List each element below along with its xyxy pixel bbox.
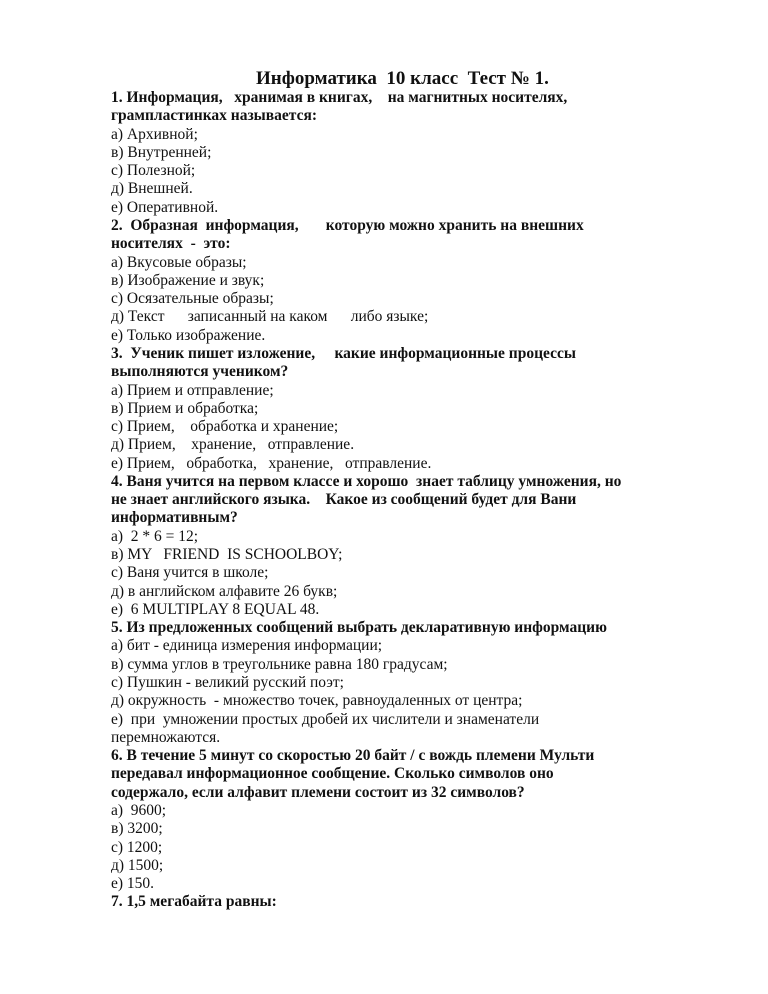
answer-option: с) Ваня учится в школе; [111, 564, 269, 582]
answer-option: в) MY FRIEND IS SCHOOLBOY; [111, 546, 343, 563]
answer-option: а) Вкусовые образы; [111, 253, 247, 271]
answer-option: а) бит - единица измерения информации; [111, 637, 383, 655]
question-text: грампластинках называется: [111, 107, 318, 125]
answer-option: в) Внутренней; [111, 143, 212, 161]
answer-option: с) 1200; [111, 838, 163, 856]
answer-option: е) 150. [111, 875, 155, 892]
answer-option: д) Текст записанный на каком либо языке; [111, 308, 429, 326]
answer-option: перемножаются. [111, 728, 221, 746]
answer-option: д) Внешней. [111, 180, 193, 198]
answer-option: а) Прием и отправление; [111, 381, 274, 399]
question-text: содержало, если алфавит племени состоит из 32 символов? [111, 783, 525, 801]
answer-option: с) Пушкин - великий русский поэт; [111, 674, 344, 691]
answer-option: е) Оперативной. [111, 198, 219, 216]
answer-option: е) при умножении простых дробей их числители и знаменатели [111, 710, 540, 728]
question-text: не знает английского языка. Какое из сообщений будет для Вани [111, 491, 577, 509]
answer-option: с) Осязательные образы; [111, 290, 274, 308]
answer-option: е) Только изображение. [111, 326, 266, 344]
question-text: 1. Информация, хранимая в книгах, на магнитных носителях, [111, 89, 568, 106]
question-text: 5. Из предложенных сообщений выбрать декларативную информацию [111, 619, 607, 637]
answer-option: с) Полезной; [111, 162, 196, 180]
question-text: 2. Образная информация, которую можно хранить на внешних [111, 217, 584, 234]
answer-option: е) Прием, обработка, хранение, отправление. [111, 454, 432, 472]
answer-option: в) Прием и обработка; [111, 399, 259, 417]
answer-option: в) Изображение и звук; [111, 271, 265, 289]
question-text: 7. 1,5 мегабайта равны: [111, 893, 277, 911]
question-text: 3. Ученик пишет изложение, какие информационные процессы [111, 344, 576, 362]
question-text: выполняются учеником? [111, 363, 289, 381]
answer-option: а) Архивной; [111, 125, 198, 143]
answer-option: д) окружность - множество точек, равноудаленных от центра; [111, 692, 523, 710]
answer-option: а) 2 * 6 = 12; [111, 527, 199, 545]
answer-option: а) 9600; [111, 801, 167, 819]
question-text: 6. В течение 5 минут со скоростью 20 байт / с вождь племени Мульти [111, 747, 595, 765]
answer-option: в) сумма углов в треугольнике равна 180 градусам; [111, 655, 448, 673]
page-title: Информатика 10 класс Тест № 1. [256, 68, 549, 89]
answer-option: д) в английском алфавите 26 букв; [111, 582, 338, 600]
question-text: информативным? [111, 509, 238, 527]
answer-option: д) Прием, хранение, отправление. [111, 436, 355, 454]
answer-option: в) 3200; [111, 820, 163, 838]
question-text: передавал информационное сообщение. Сколько символов оно [111, 765, 554, 783]
question-text: 4. Ваня учится на первом классе и хорошо знает таблицу умножения, но [111, 472, 622, 490]
answer-option: е) 6 MULTIPLAY 8 EQUAL 48. [111, 600, 320, 618]
question-text: носителях - это: [111, 235, 231, 253]
answer-option: д) 1500; [111, 856, 164, 874]
answer-option: с) Прием, обработка и хранение; [111, 418, 339, 435]
